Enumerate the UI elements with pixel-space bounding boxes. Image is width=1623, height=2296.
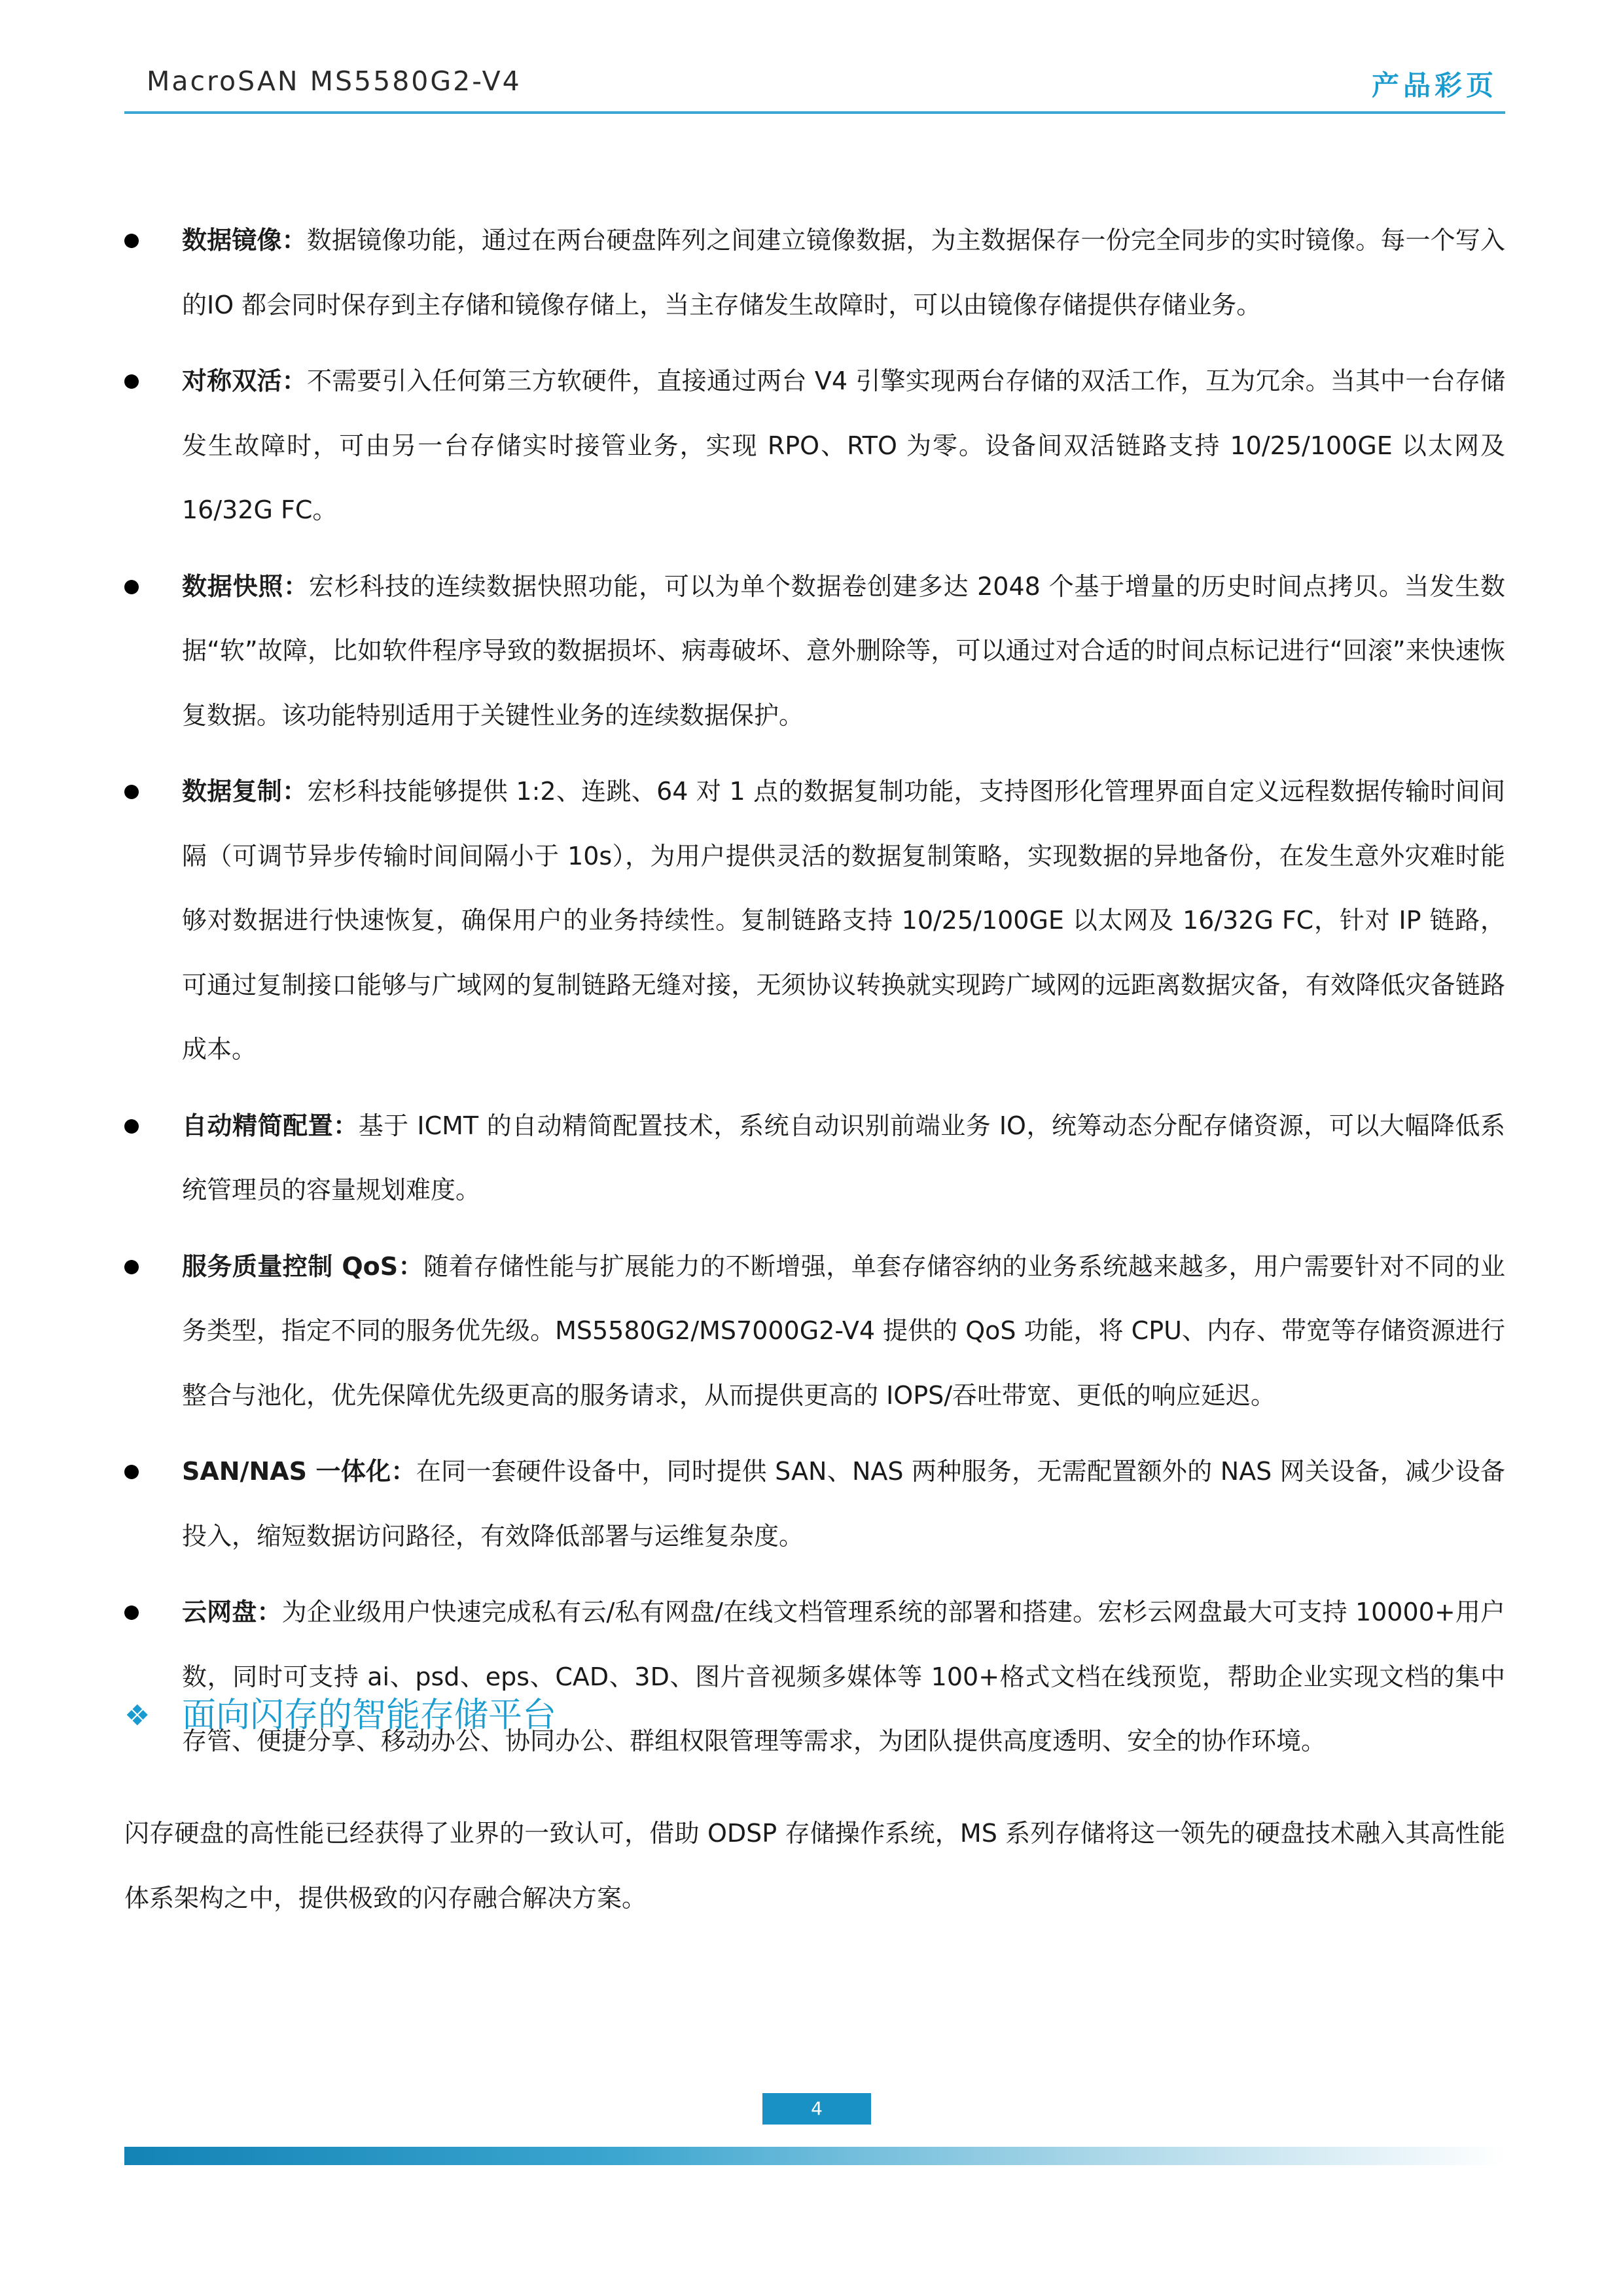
feature-item-qos — [124, 1234, 1505, 1428]
bullet-dot-icon — [124, 234, 139, 248]
feature-term: 服务质量控制 QoS： — [182, 1251, 424, 1281]
feature-term: 数据复制： — [182, 777, 308, 806]
feature-text: 为企业级用户快速完成私有云/私有网盘/在线文档管理系统的部署和搭建。宏杉云网盘最大可支持 10000+用户数，同时可支持 ai、psd、eps、CAD、3D、图片音视频多媒体等 100+格式文档在线预览，帮助企业实现文档的集中存管、便捷分享、移动办公、协同办公、群组权限管理等需求，为团队提供高度透明、安全的协作环境。 — [182, 1598, 1505, 1755]
feature-text: 宏杉科技的连续数据快照功能，可以为单个数据卷创建多达 2048 个基于增量的历史时间点拷贝。当发生数据“软”故障，比如软件程序导致的数据损坏、病毒破坏、意外删除等，可以通过对合适的时间点标记进行“回滚”来快速恢复数据。该功能特别适用于关键性业务的连续数据保护。 — [182, 571, 1505, 730]
header-doc-type: 产品彩页 — [1371, 69, 1497, 101]
feature-term: 云网盘： — [182, 1598, 282, 1626]
feature-term: SAN/NAS 一体化： — [182, 1457, 416, 1486]
section-heading — [124, 1687, 1505, 1746]
feature-text: 不需要引入任何第三方软硬件，直接通过两台 V4 引擎实现两台存储的双活工作，互为冗余。当其中一台存储发生故障时，可由另一台存储实时接管业务，实现 RPO、RTO 为零。设备间双活链路支持 10/25/100GE 以太网及 16/32G FC。 — [182, 367, 1505, 524]
feature-item-san-nas — [124, 1439, 1505, 1568]
feature-text: 宏杉科技能够提供 1:2、连跳、64 对 1 点的数据复制功能，支持图形化管理界面自定义远程数据传输时间间隔（可调节异步传输时间间隔小于 10s），为用户提供灵活的数据复制策略，实现数据的异地备份，在发生意外灾难时能够对数据进行快速恢复，确保用户的业务持续性。复制链路支持 10/25/100GE 以太网及 16/32G FC，针对 IP 链路，可通过复制接口能够与广域网的复制链路无缝对接，无须协议转换就实现跨广域网的远距离数据灾备，有效降低灾备链路成本。 — [182, 777, 1505, 1064]
feature-term: 对称双活： — [182, 367, 307, 395]
bullet-dot-icon — [124, 785, 139, 799]
header-divider — [124, 111, 1505, 114]
bullet-dot-icon — [124, 374, 139, 389]
feature-item-thin-provisioning — [124, 1094, 1505, 1223]
feature-item-mirroring — [124, 208, 1505, 337]
feature-text: 在同一套硬件设备中，同时提供 SAN、NAS 两种服务，无需配置额外的 NAS 网关设备，减少设备投入，缩短数据访问路径，有效降低部署与运维复杂度。 — [182, 1457, 1505, 1551]
feature-term: 数据快照： — [182, 571, 309, 601]
header-product-name: MacroSAN MS5580G2-V4 — [147, 65, 522, 97]
page-number: 4 — [762, 2093, 871, 2125]
feature-item-active-active — [124, 349, 1505, 543]
footer-gradient-bar — [124, 2147, 1505, 2165]
feature-item-snapshot — [124, 554, 1505, 748]
feature-text: 数据镜像功能，通过在两台硬盘阵列之间建立镜像数据，为主数据保存一份完全同步的实时镜像。每一个写入的IO 都会同时保存到主存储和镜像存储上，当主存储发生故障时，可以由镜像存储提供存储业务。 — [182, 226, 1505, 319]
feature-item-replication — [124, 759, 1505, 1082]
bullet-dot-icon — [124, 1605, 139, 1620]
feature-term: 自动精简配置： — [182, 1111, 359, 1140]
bullet-dot-icon — [124, 1260, 139, 1274]
feature-list — [124, 208, 1505, 1785]
bullet-dot-icon — [124, 1119, 139, 1134]
feature-text: 随着存储性能与扩展能力的不断增强，单套存储容纳的业务系统越来越多，用户需要针对不同的业务类型，指定不同的服务优先级。MS5580G2/MS7000G2-V4 提供的 QoS 功能，将 CPU、内存、带宽等存储资源进行整合与池化，优先保障优先级更高的服务请求，从而提供更高的 IOPS/吞吐带宽、更低的响应延迟。 — [182, 1251, 1505, 1410]
feature-term: 数据镜像： — [182, 226, 307, 255]
section-title: 面向闪存的智能存储平台 — [182, 1696, 557, 1735]
diamond-bullet-icon: ❖ — [124, 1699, 151, 1732]
bullet-dot-icon — [124, 1465, 139, 1479]
section-paragraph: 闪存硬盘的高性能已经获得了业界的一致认可，借助 ODSP 存储操作系统，MS 系列存储将这一领先的硬盘技术融入其高性能体系架构之中，提供极致的闪存融合解决方案。 — [124, 1819, 1505, 1912]
page-header — [124, 60, 1505, 113]
feature-text: 基于 ICMT 的自动精简配置技术，系统自动识别前端业务 IO，统筹动态分配存储资源，可以大幅降低系统管理员的容量规划难度。 — [182, 1111, 1505, 1204]
bullet-dot-icon — [124, 580, 139, 594]
